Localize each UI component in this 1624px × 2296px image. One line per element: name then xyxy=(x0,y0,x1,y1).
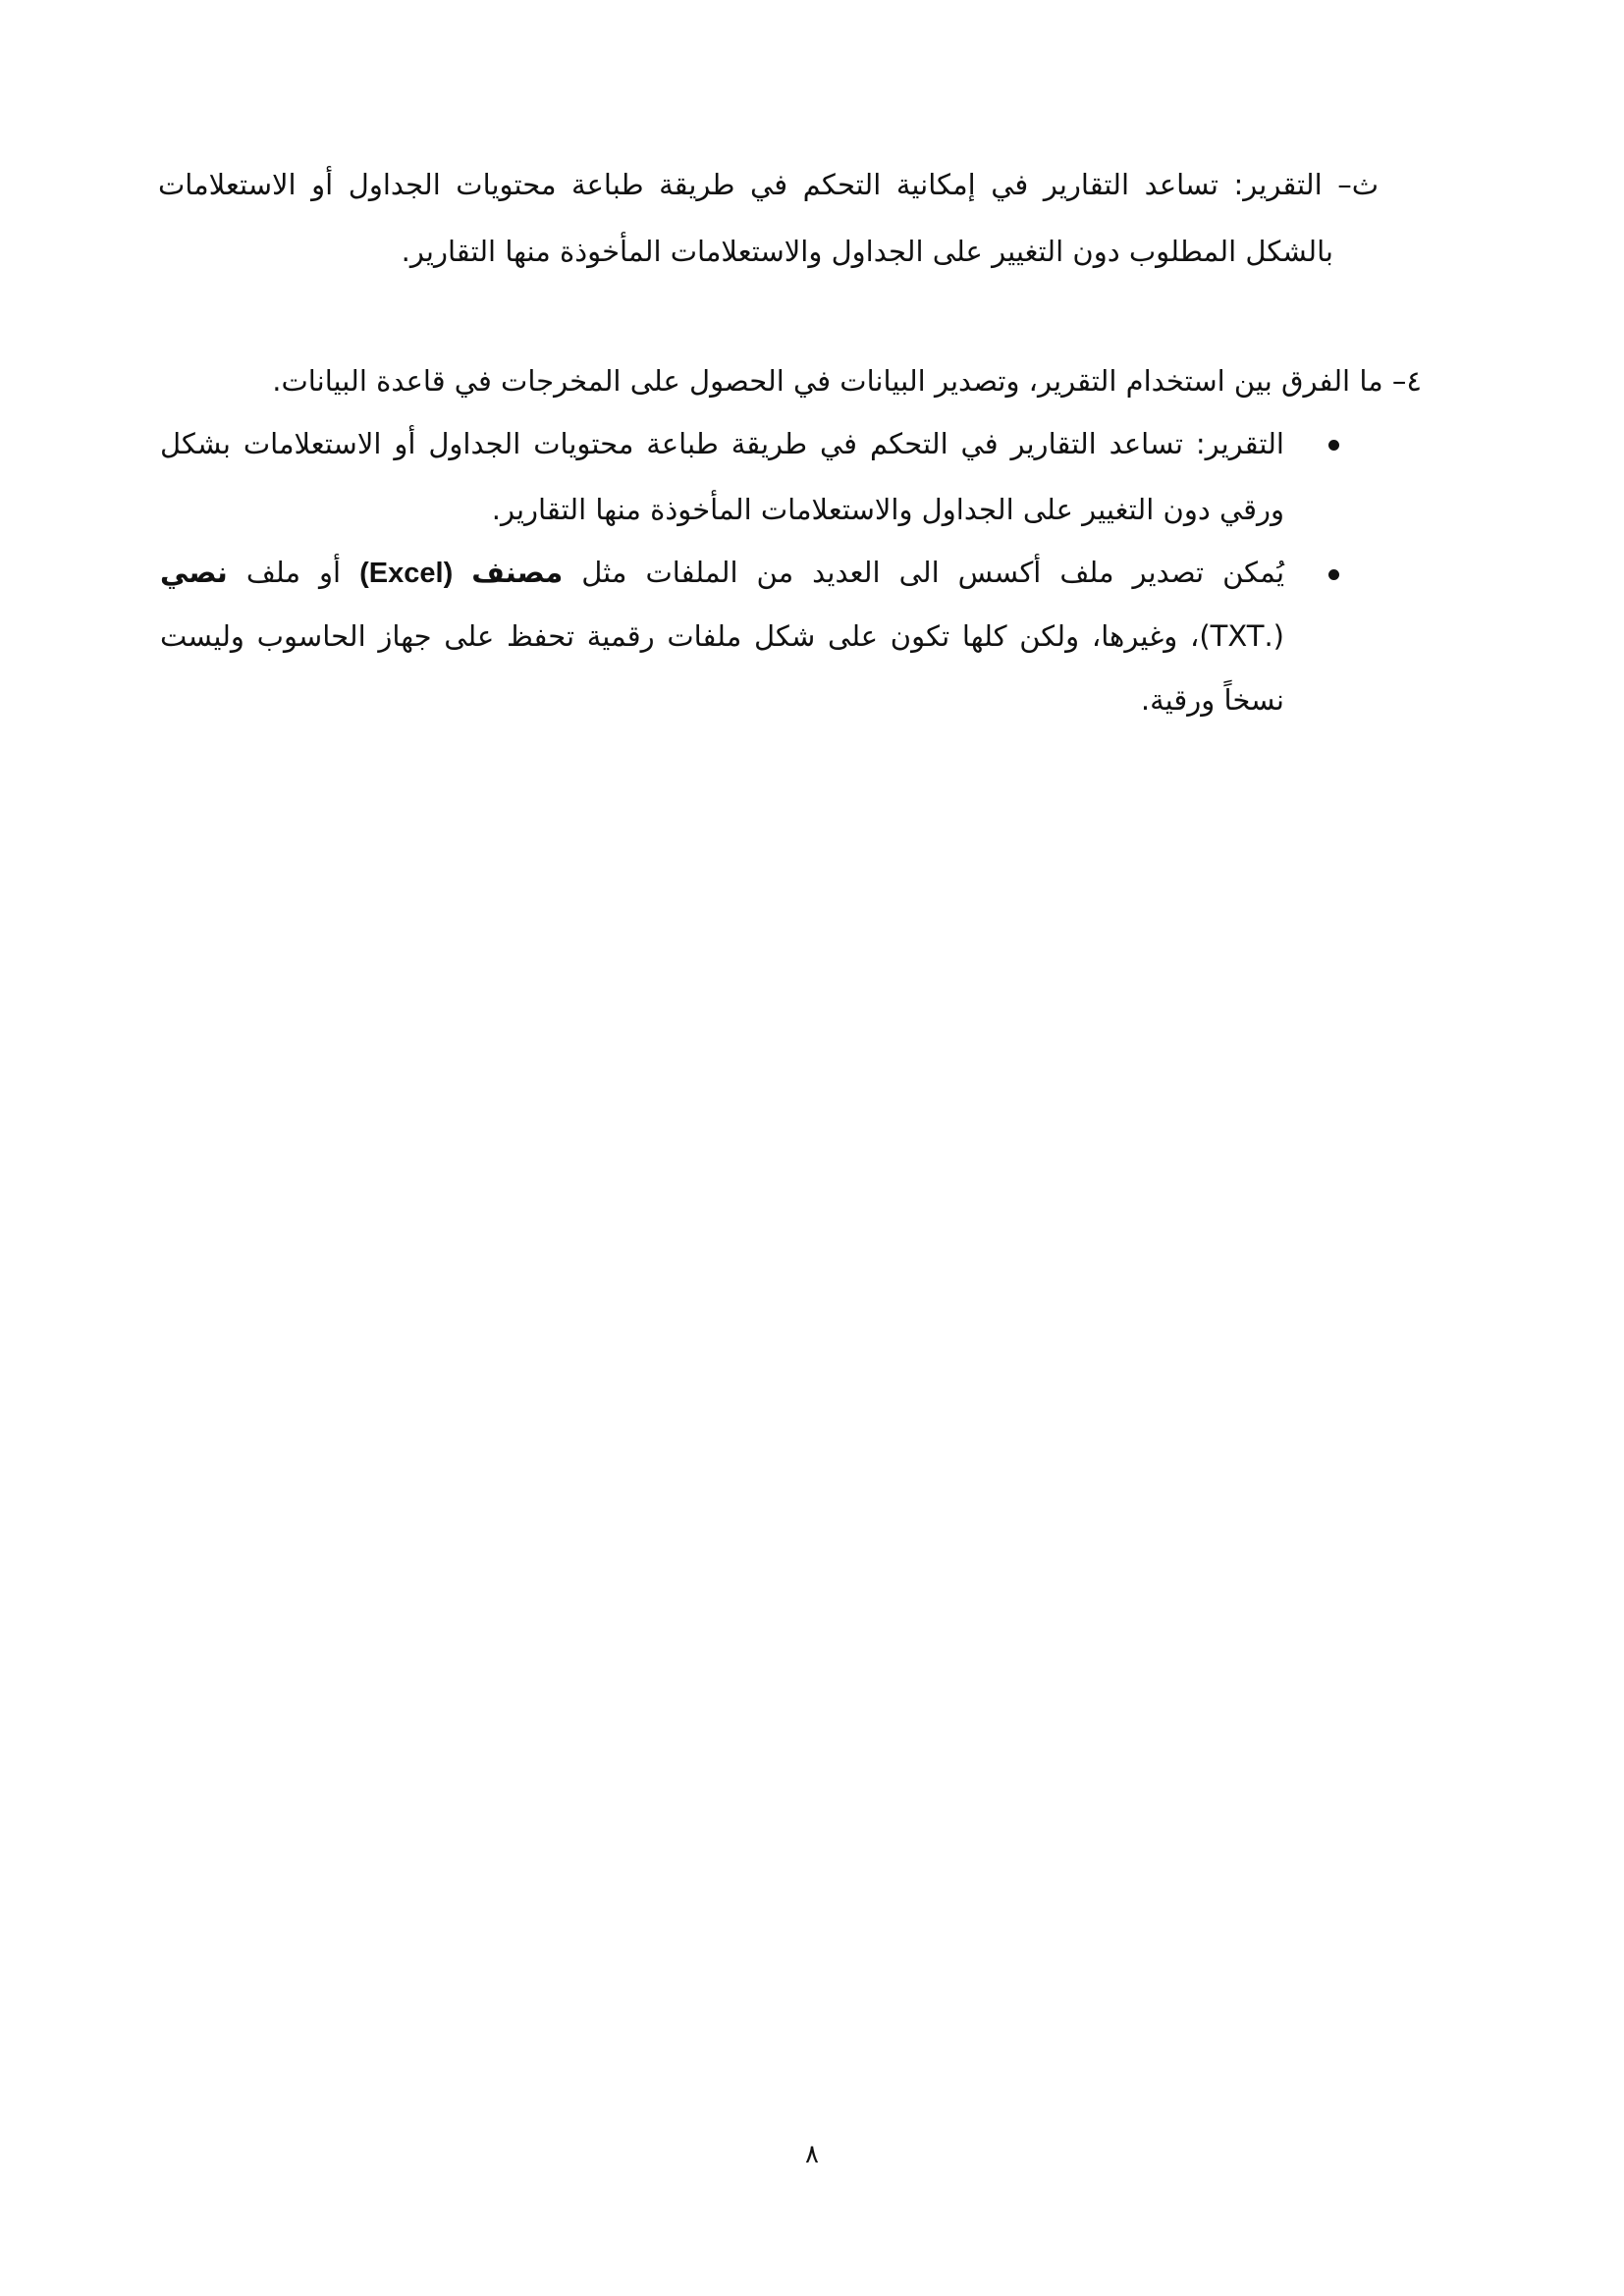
bullet-2-line-3: نسخاً ورقية. xyxy=(1140,683,1284,717)
bullet-2-line-2: (.TXT)، وغيرها، ولكن كلها تكون على شكل ملفات رقمية تحفظ على جهاز الحاسوب وليست xyxy=(160,619,1284,653)
bullet-icon xyxy=(1328,569,1339,580)
bullet-2-bold-nassi: نصي xyxy=(160,556,228,589)
bullet-2-line-1 xyxy=(160,553,1284,593)
bullet-1-line-2: ورقي دون التغيير على الجداول والاستعلامات المأخوذة منها التقارير. xyxy=(491,493,1284,526)
bullet-2-text-a: يُمكن تصدير ملف أكسس الى العديد من الملفات مثل xyxy=(563,556,1285,589)
bullet-2-bold-musannaf: مصنف xyxy=(471,556,564,589)
bullet-icon xyxy=(1328,440,1339,451)
bullet-2-text-b: أو ملف xyxy=(227,556,360,589)
question-4-heading: ٤– ما الفرق بين استخدام التقرير، وتصدير البيانات في الحصول على المخرجات في قاعدة البيانات. xyxy=(272,364,1422,398)
page-number: ٨ xyxy=(805,2140,819,2169)
bullet-1-line-1: التقرير: تساعد التقارير في التحكم في طريقة طباعة محتويات الجداول أو الاستعلامات بشكل xyxy=(160,427,1284,460)
bullet-2-bold-excel: (Excel) xyxy=(359,558,454,589)
section-tha-line-1: ث– التقرير: تساعد التقارير في إمكانية التحكم في طريقة طباعة محتويات الجداول أو الاستعلامات xyxy=(158,168,1379,201)
section-tha-line-2: بالشكل المطلوب دون التغيير على الجداول والاستعلامات المأخوذة منها التقارير. xyxy=(401,235,1333,268)
